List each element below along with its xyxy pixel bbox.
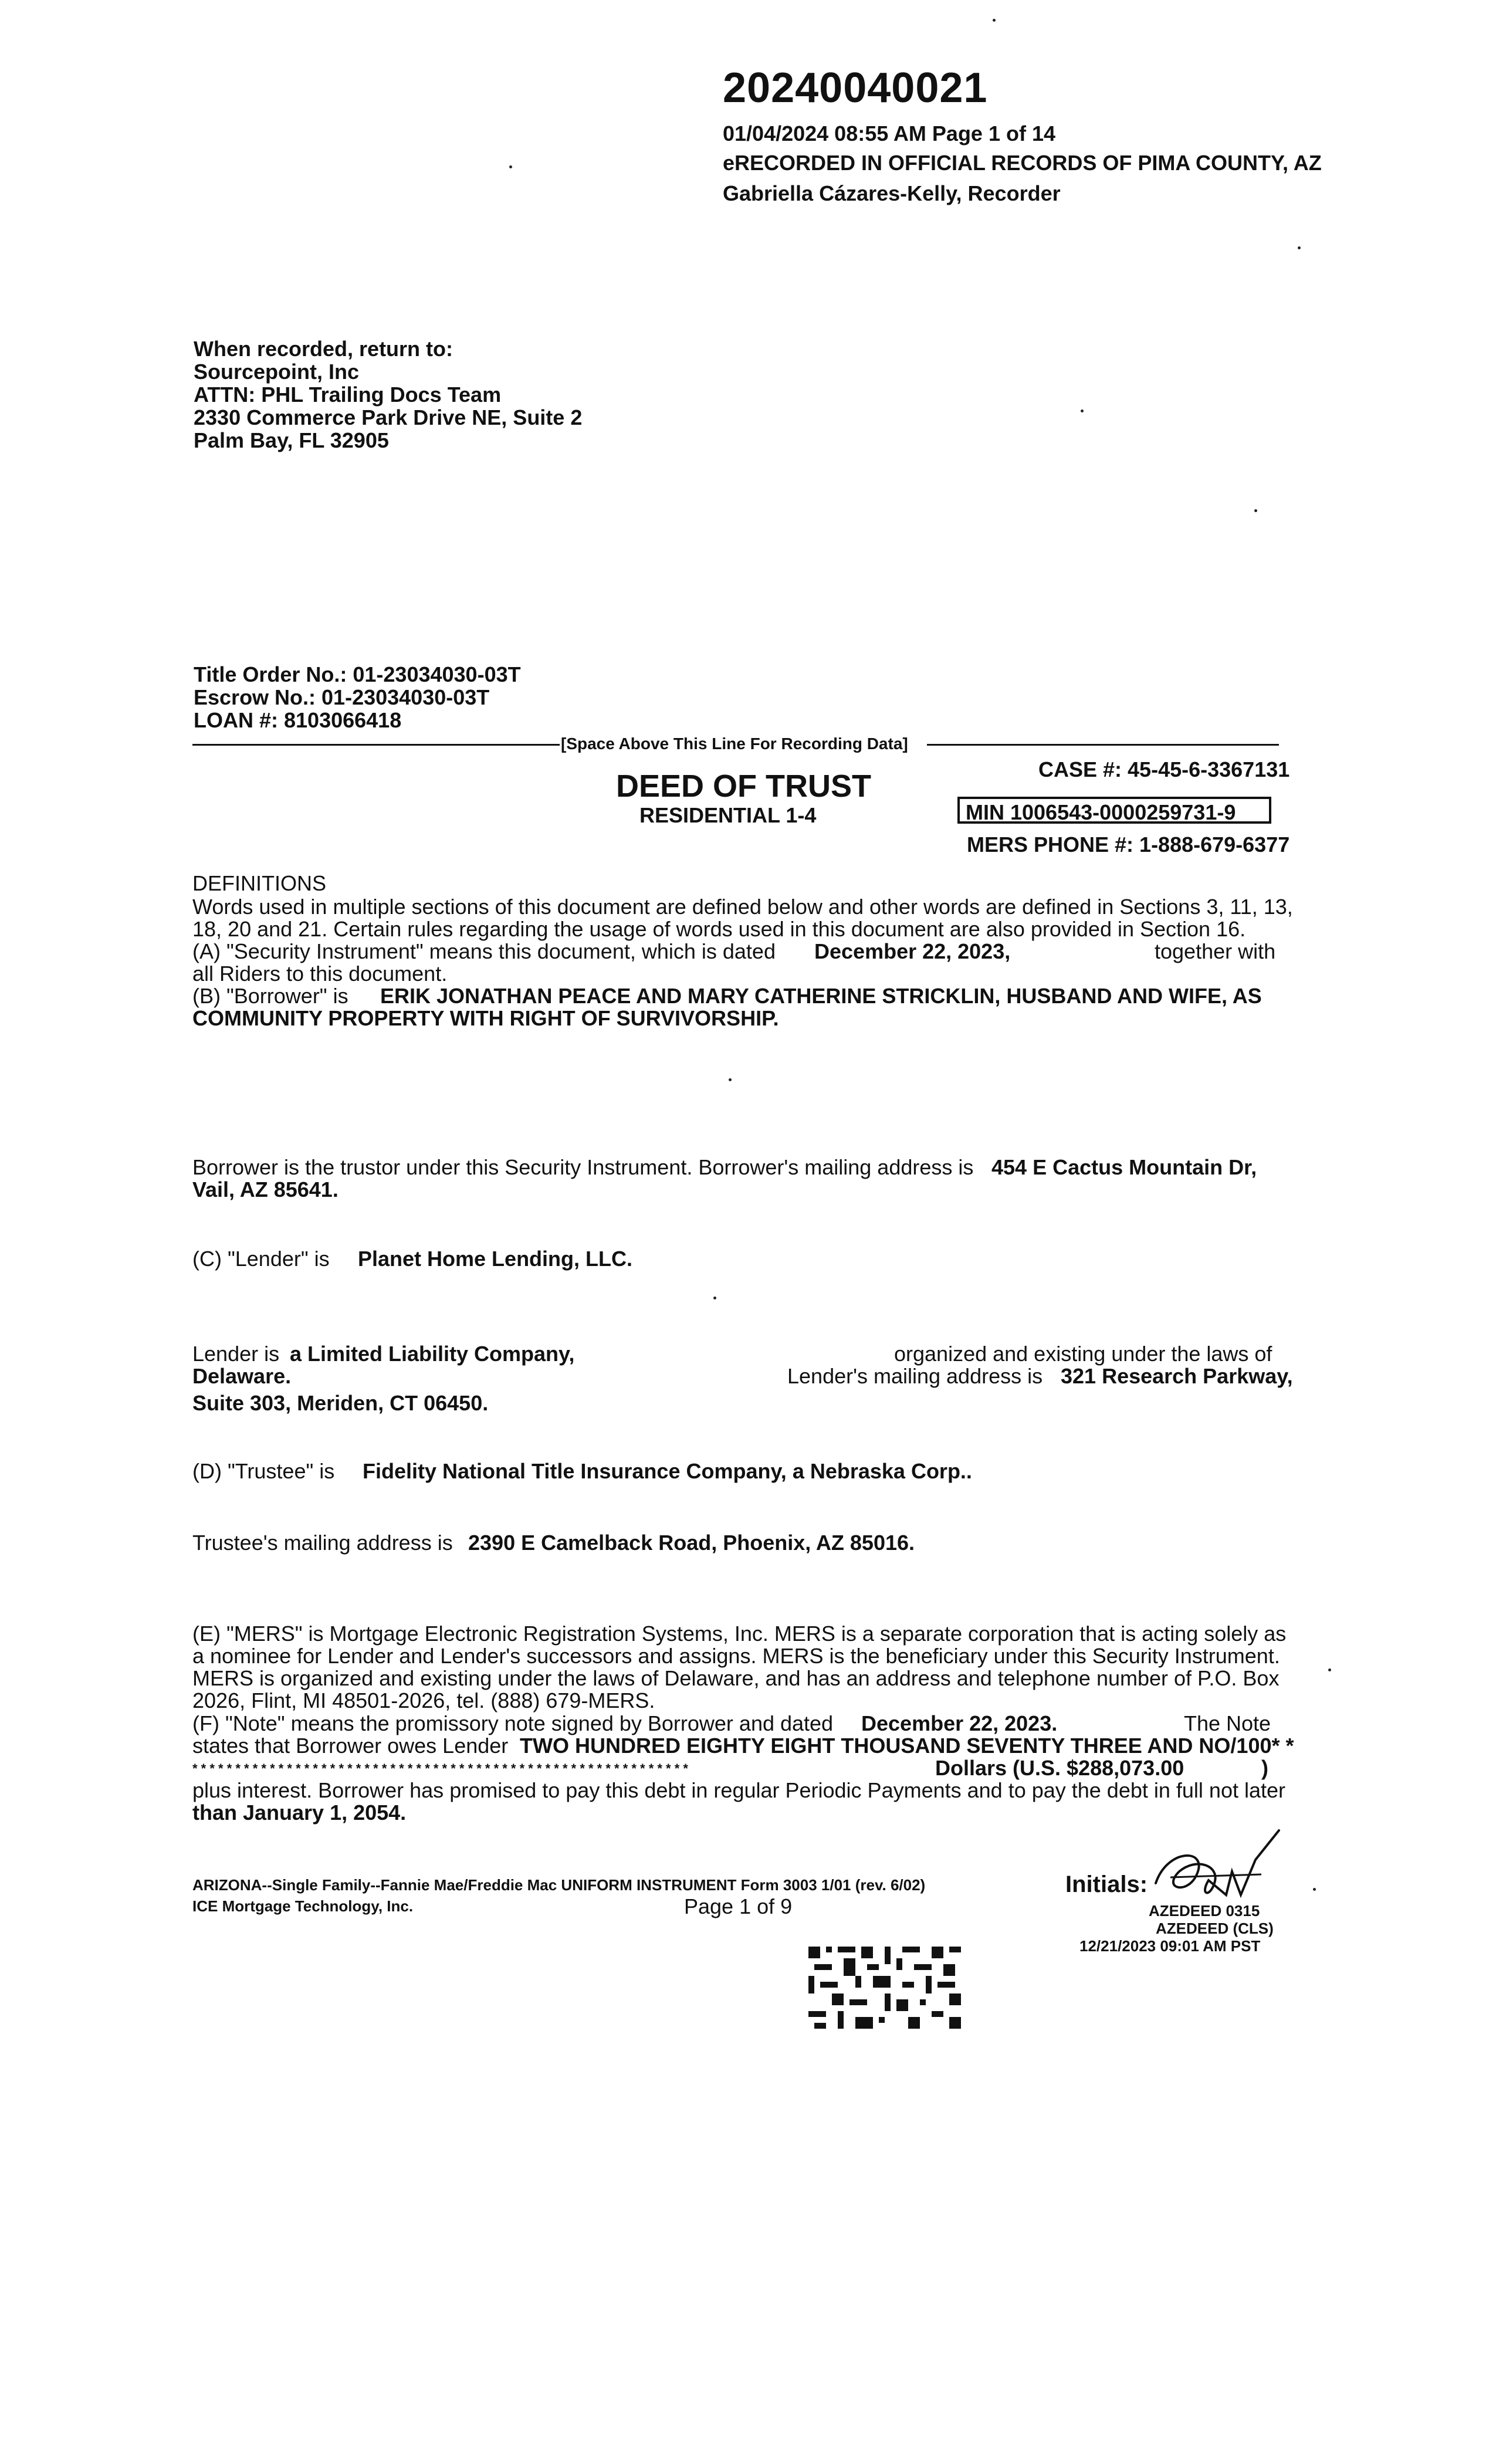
def-d-value: Fidelity National Title Insurance Company, a Nebraska Corp.. — [363, 1459, 972, 1483]
footer-timestamp: 12/21/2023 09:01 AM PST — [1079, 1937, 1261, 1955]
lender-org: organized and existing under the laws of — [894, 1342, 1272, 1366]
def-f-date: December 22, 2023. — [861, 1711, 1058, 1735]
definitions-intro-2: 18, 20 and 21. Certain rules regarding the usage of words used in this document are also provided in Section 16. — [192, 917, 1246, 941]
scan-speck — [729, 1078, 732, 1081]
lender-mail-prefix: Lender's mailing address is — [787, 1364, 1043, 1388]
document-subtitle: RESIDENTIAL 1-4 — [639, 803, 817, 827]
order-info-block — [194, 663, 521, 732]
trustee-mail-prefix: Trustee's mailing address is — [192, 1531, 453, 1555]
document-title: DEED OF TRUST — [616, 769, 872, 804]
def-b-value-1: ERIK JONATHAN PEACE AND MARY CATHERINE STRICKLIN, HUSBAND AND WIFE, AS — [380, 984, 1262, 1008]
recording-doc-number: 20240040021 — [723, 65, 988, 111]
space-above-rule-left — [192, 744, 560, 746]
def-a-prefix: (A) "Security Instrument" means this document, which is dated — [192, 939, 776, 963]
scan-speck — [1081, 409, 1084, 412]
def-c-value: Planet Home Lending, LLC. — [358, 1247, 633, 1271]
trustor-address-1: 454 E Cactus Mountain Dr, — [991, 1155, 1257, 1179]
return-to-line: 2330 Commerce Park Drive NE, Suite 2 — [194, 405, 583, 429]
def-f-line4: plus interest. Borrower has promised to pay this debt in regular Periodic Payments and to pay the debt in full not later — [192, 1778, 1285, 1802]
footer-company: ICE Mortgage Technology, Inc. — [192, 1897, 414, 1915]
scan-speck — [1328, 1668, 1331, 1671]
def-f-amount-words: TWO HUNDRED EIGHTY EIGHT THOUSAND SEVENTY THREE AND NO/100* * — [520, 1734, 1294, 1758]
scan-speck — [1298, 246, 1301, 249]
footer-code-2: AZEDEED (CLS) — [1156, 1920, 1274, 1937]
def-b-prefix: (B) "Borrower" is — [192, 984, 348, 1008]
recording-recorder-line: Gabriella Cázares-Kelly, Recorder — [723, 181, 1061, 205]
recording-date-line: 01/04/2024 08:55 AM Page 1 of 14 — [723, 121, 1055, 145]
min-box: MIN 1006543-0000259731-9 — [957, 797, 1271, 824]
scan-speck — [509, 165, 512, 168]
trustor-prefix: Borrower is the trustor under this Security Instrument. Borrower's mailing address is — [192, 1155, 974, 1179]
scan-speck — [1313, 1888, 1316, 1891]
return-to-block — [194, 337, 582, 452]
space-above-rule-right — [927, 744, 1279, 746]
initials-label: Initials: — [1065, 1871, 1148, 1897]
lender-state: Delaware. — [192, 1364, 292, 1388]
return-to-line: When recorded, return to: — [194, 337, 453, 361]
definitions-intro-1: Words used in multiple sections of this document are defined below and other words are defined in Sections 3, 11, 13, — [192, 895, 1293, 919]
def-e-block — [192, 1623, 1286, 1712]
return-to-line: Sourcepoint, Inc — [194, 360, 360, 384]
def-a-suffix: together with — [1155, 939, 1276, 963]
return-to-line: ATTN: PHL Trailing Docs Team — [194, 383, 502, 407]
def-f-stars: * * * * * * * * * * * * * * * * * * * * * * * * * * * * * * * * * * * * * * * * * * * * * * * * * * * * * * * * * * — [192, 1761, 688, 1776]
scan-speck — [1254, 509, 1257, 512]
def-e-line: 2026, Flint, MI 48501-2026, tel. (888) 679-MERS. — [192, 1688, 655, 1712]
footer-code-1: AZEDEED 0315 — [1149, 1902, 1260, 1920]
trustor-address-2: Vail, AZ 85641. — [192, 1177, 339, 1201]
def-a-date: December 22, 2023, — [814, 939, 1011, 963]
initials-signature — [1144, 1825, 1302, 1913]
def-f-line5: than January 1, 2054. — [192, 1800, 407, 1825]
return-to-line: Palm Bay, FL 32905 — [194, 428, 389, 452]
escrow-number: Escrow No.: 01-23034030-03T — [194, 685, 490, 709]
space-above-label: [Space Above This Line For Recording Data] — [561, 735, 908, 753]
title-order-number: Title Order No.: 01-23034030-03T — [194, 662, 521, 686]
scan-speck — [993, 19, 996, 22]
lender-mail-1: 321 Research Parkway, — [1061, 1364, 1293, 1388]
def-e-line: (E) "MERS" is Mortgage Electronic Registration Systems, Inc. MERS is a separate corporation that is acting solely as — [192, 1622, 1287, 1646]
def-f-suffix: The Note — [1184, 1711, 1271, 1735]
def-b-value-2: COMMUNITY PROPERTY WITH RIGHT OF SURVIVORSHIP. — [192, 1006, 779, 1030]
def-e-line: a nominee for Lender and Lender's successors and assigns. MERS is the beneficiary under this Security Instrument. — [192, 1644, 1280, 1668]
footer-form-line: ARIZONA--Single Family--Fannie Mae/Freddie Mac UNIFORM INSTRUMENT Form 3003 1/01 (rev. 6/02) — [192, 1876, 926, 1894]
definitions-heading: DEFINITIONS — [192, 871, 327, 895]
mers-phone: MERS PHONE #: 1-888-679-6377 — [967, 832, 1290, 857]
barcode-image — [808, 1947, 961, 2029]
trustee-mail-value: 2390 E Camelback Road, Phoenix, AZ 85016. — [468, 1531, 915, 1555]
def-c-prefix: (C) "Lender" is — [192, 1247, 330, 1271]
def-e-line: MERS is organized and existing under the laws of Delaware, and has an address and telephone number of P.O. Box — [192, 1666, 1280, 1690]
def-d-prefix: (D) "Trustee" is — [192, 1459, 335, 1483]
recording-official-line: eRECORDED IN OFFICIAL RECORDS OF PIMA COUNTY, AZ — [723, 151, 1322, 175]
def-f-line2-prefix: states that Borrower owes Lender — [192, 1734, 509, 1758]
lender-mail-2: Suite 303, Meriden, CT 06450. — [192, 1391, 489, 1415]
case-number: CASE #: 45-45-6-3367131 — [1038, 757, 1290, 781]
lender-is: Lender is — [192, 1342, 280, 1366]
def-f-close: ) — [1261, 1756, 1268, 1780]
def-a-line2: all Riders to this document. — [192, 962, 448, 986]
footer-page: Page 1 of 9 — [684, 1894, 793, 1918]
def-f-dollars: Dollars (U.S. $288,073.00 — [935, 1756, 1184, 1780]
lender-type: a Limited Liability Company, — [290, 1342, 575, 1366]
scan-speck — [713, 1297, 716, 1299]
loan-number: LOAN #: 8103066418 — [194, 708, 402, 732]
def-f-prefix: (F) "Note" means the promissory note signed by Borrower and dated — [192, 1711, 834, 1735]
